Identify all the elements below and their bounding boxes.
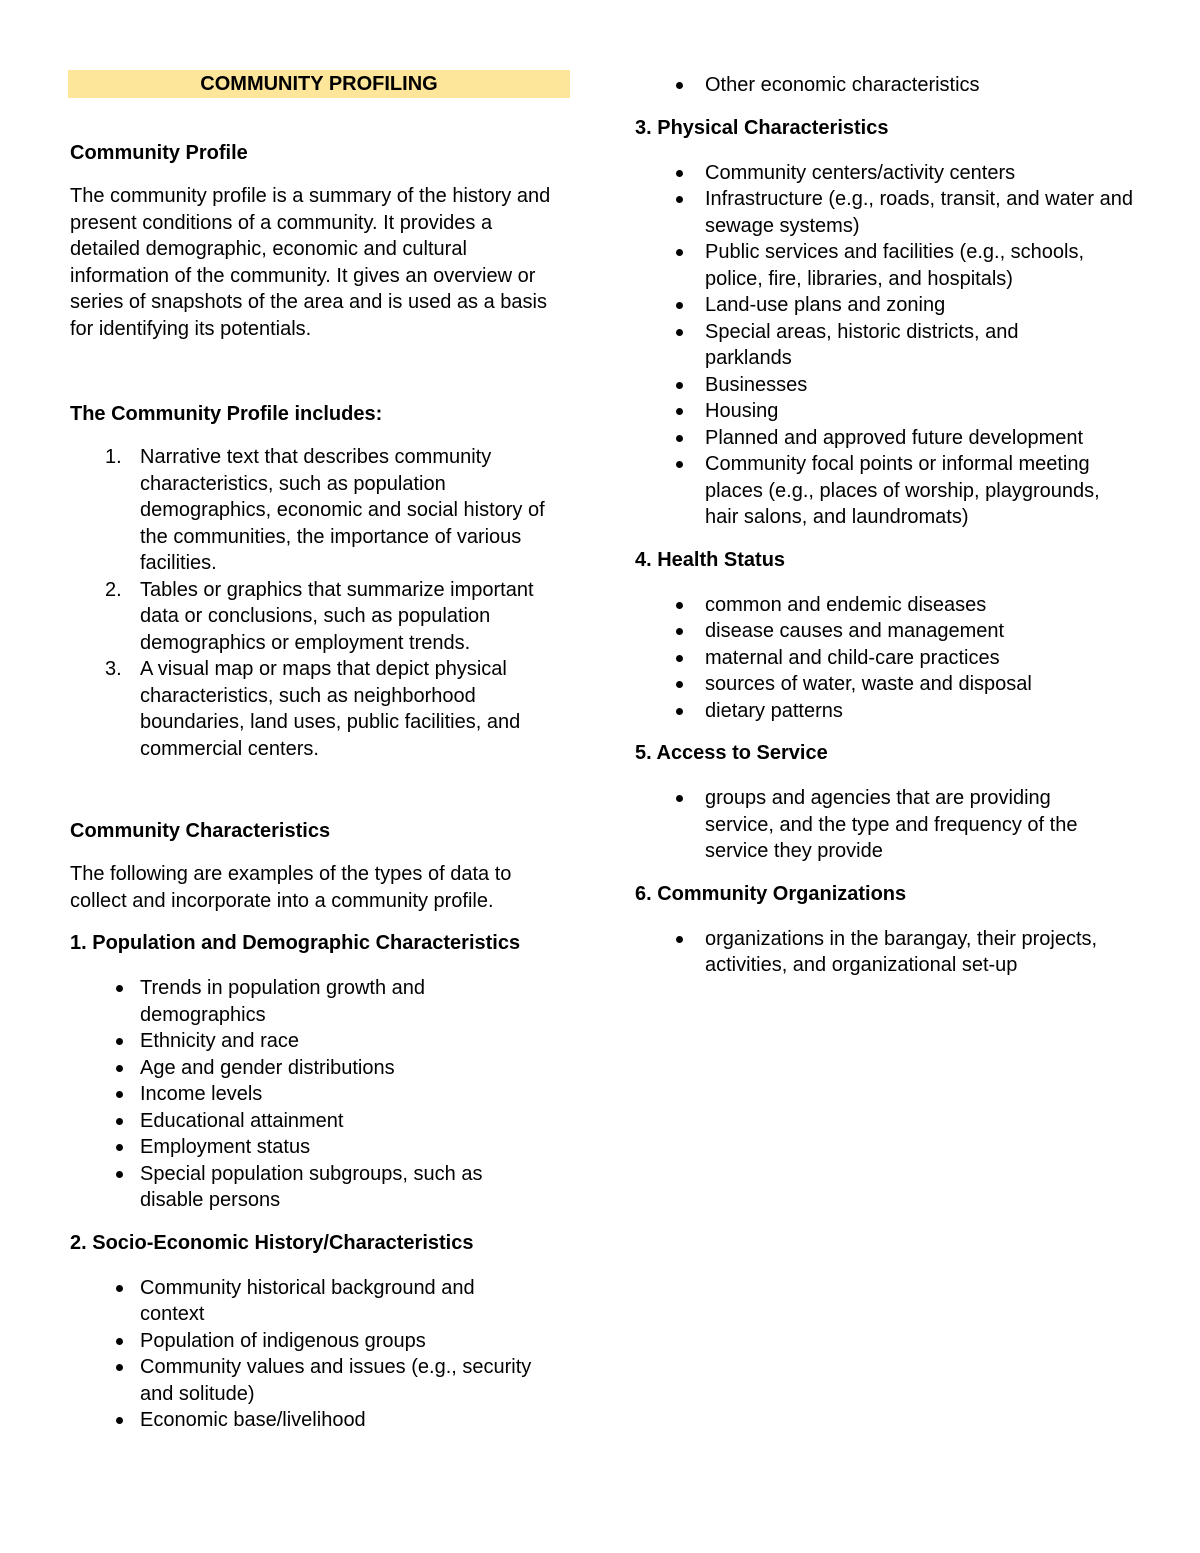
bullet-icon (676, 655, 683, 662)
right-column (635, 72, 1140, 979)
list-item: groups and agencies that are providing service, and the type and frequency of the service they provide (635, 785, 1115, 865)
list-item: sources of water, waste and disposal (635, 671, 1135, 698)
community-characteristics-heading: Community Characteristics (70, 820, 331, 842)
bullet-icon (676, 408, 683, 415)
list-item: Educational attainment (70, 1108, 530, 1135)
list-item: 2. Tables or graphics that summarize important data or conclusions, such as population demographics or employment trends. (105, 578, 534, 654)
list-item: Income levels (70, 1081, 530, 1108)
list-item: Employment status (70, 1134, 530, 1161)
list-item: 3. A visual map or maps that depict physical characteristics, such as neighborhood boundaries, land uses, public facilities, and commercial centers. (105, 658, 521, 760)
physical-list (635, 160, 1135, 531)
community-profile-paragraph: The community profile is a summary of the history and present conditions of a community. It provides a detailed demographic, economic and cultural information of the community. It gives an overview or series of snapshots of the area and is used as a basis for identifying its potentials. (70, 185, 551, 340)
bullet-icon (116, 1338, 123, 1345)
list-item: Economic base/livelihood (70, 1407, 570, 1434)
list-item: common and endemic diseases (635, 592, 1135, 619)
list-item: Community historical background and context (70, 1275, 520, 1328)
bullet-icon (116, 985, 123, 992)
list-item: Special areas, historic districts, and parklands (635, 319, 1065, 372)
bullet-icon (676, 681, 683, 688)
bullet-icon (676, 795, 683, 802)
bullet-icon (116, 1364, 123, 1371)
list-item: Community centers/activity centers (635, 160, 1135, 187)
socio-economic-list (70, 1275, 570, 1434)
left-column (70, 70, 570, 1434)
bullet-icon (116, 1285, 123, 1292)
list-item: maternal and child-care practices (635, 645, 1135, 672)
socio-economic-list-continued (635, 72, 1135, 99)
list-item: Businesses (635, 372, 1135, 399)
population-list (70, 975, 530, 1214)
bullet-icon (116, 1417, 123, 1424)
list-item: Trends in population growth and demographics (70, 975, 530, 1028)
community-characteristics-intro: The following are examples of the types of data to collect and incorporate into a community profile. (70, 863, 512, 912)
section-heading: 2. Socio-Economic History/Characteristics (70, 1231, 474, 1254)
list-item: Public services and facilities (e.g., schools, police, fire, libraries, and hospitals) (635, 239, 1135, 292)
bullet-icon (676, 435, 683, 442)
includes-list (70, 444, 562, 762)
list-item: Housing (635, 398, 1135, 425)
list-item: Other economic characteristics (635, 72, 1135, 99)
bullet-icon (676, 249, 683, 256)
list-item: organizations in the barangay, their projects, activities, and organizational set-up (635, 926, 1115, 979)
list-item: Planned and approved future development (635, 425, 1135, 452)
bullet-icon (676, 196, 683, 203)
bullet-icon (676, 329, 683, 336)
list-item: Community focal points or informal meeting places (e.g., places of worship, playgrounds, hair salons, and laundromats) (635, 451, 1135, 531)
list-item: dietary patterns (635, 698, 1135, 725)
bullet-icon (116, 1171, 123, 1178)
includes-heading: The Community Profile includes: (70, 403, 383, 425)
organizations-list (635, 926, 1135, 979)
list-item: Infrastructure (e.g., roads, transit, and water and sewage systems) (635, 186, 1135, 239)
bullet-icon (116, 1118, 123, 1125)
list-item: Ethnicity and race (70, 1028, 530, 1055)
bullet-icon (116, 1038, 123, 1045)
bullet-icon (116, 1091, 123, 1098)
bullet-icon (676, 82, 683, 89)
section-heading: 4. Health Status (635, 548, 786, 571)
list-item: Age and gender distributions (70, 1055, 530, 1082)
bullet-icon (676, 170, 683, 177)
section-heading: 1. Population and Demographic Characteristics (70, 932, 521, 954)
access-list (635, 785, 1135, 865)
list-item: Community values and issues (e.g., security and solitude) (70, 1354, 570, 1407)
bullet-icon (676, 382, 683, 389)
list-item: disease causes and management (635, 618, 1135, 645)
community-profile-heading: Community Profile (70, 142, 248, 164)
section-heading: 6. Community Organizations (635, 882, 907, 905)
list-item: Land-use plans and zoning (635, 292, 1135, 319)
health-list (635, 592, 1135, 725)
bullet-icon (676, 302, 683, 309)
bullet-icon (116, 1144, 123, 1151)
section-heading: 3. Physical Characteristics (635, 116, 889, 139)
list-item: Special population subgroups, such as disable persons (70, 1161, 530, 1214)
bullet-icon (676, 602, 683, 609)
bullet-icon (676, 628, 683, 635)
document-title: COMMUNITY PROFILING (68, 70, 570, 98)
list-item: 1. Narrative text that describes community characteristics, such as population demographics, economic and social history of the communities, the importance of various facilities. (105, 446, 545, 574)
section-heading: 5. Access to Service (635, 742, 828, 764)
bullet-icon (676, 461, 683, 468)
bullet-icon (676, 936, 683, 943)
list-item: Population of indigenous groups (70, 1328, 570, 1355)
bullet-icon (676, 708, 683, 715)
bullet-icon (116, 1065, 123, 1072)
